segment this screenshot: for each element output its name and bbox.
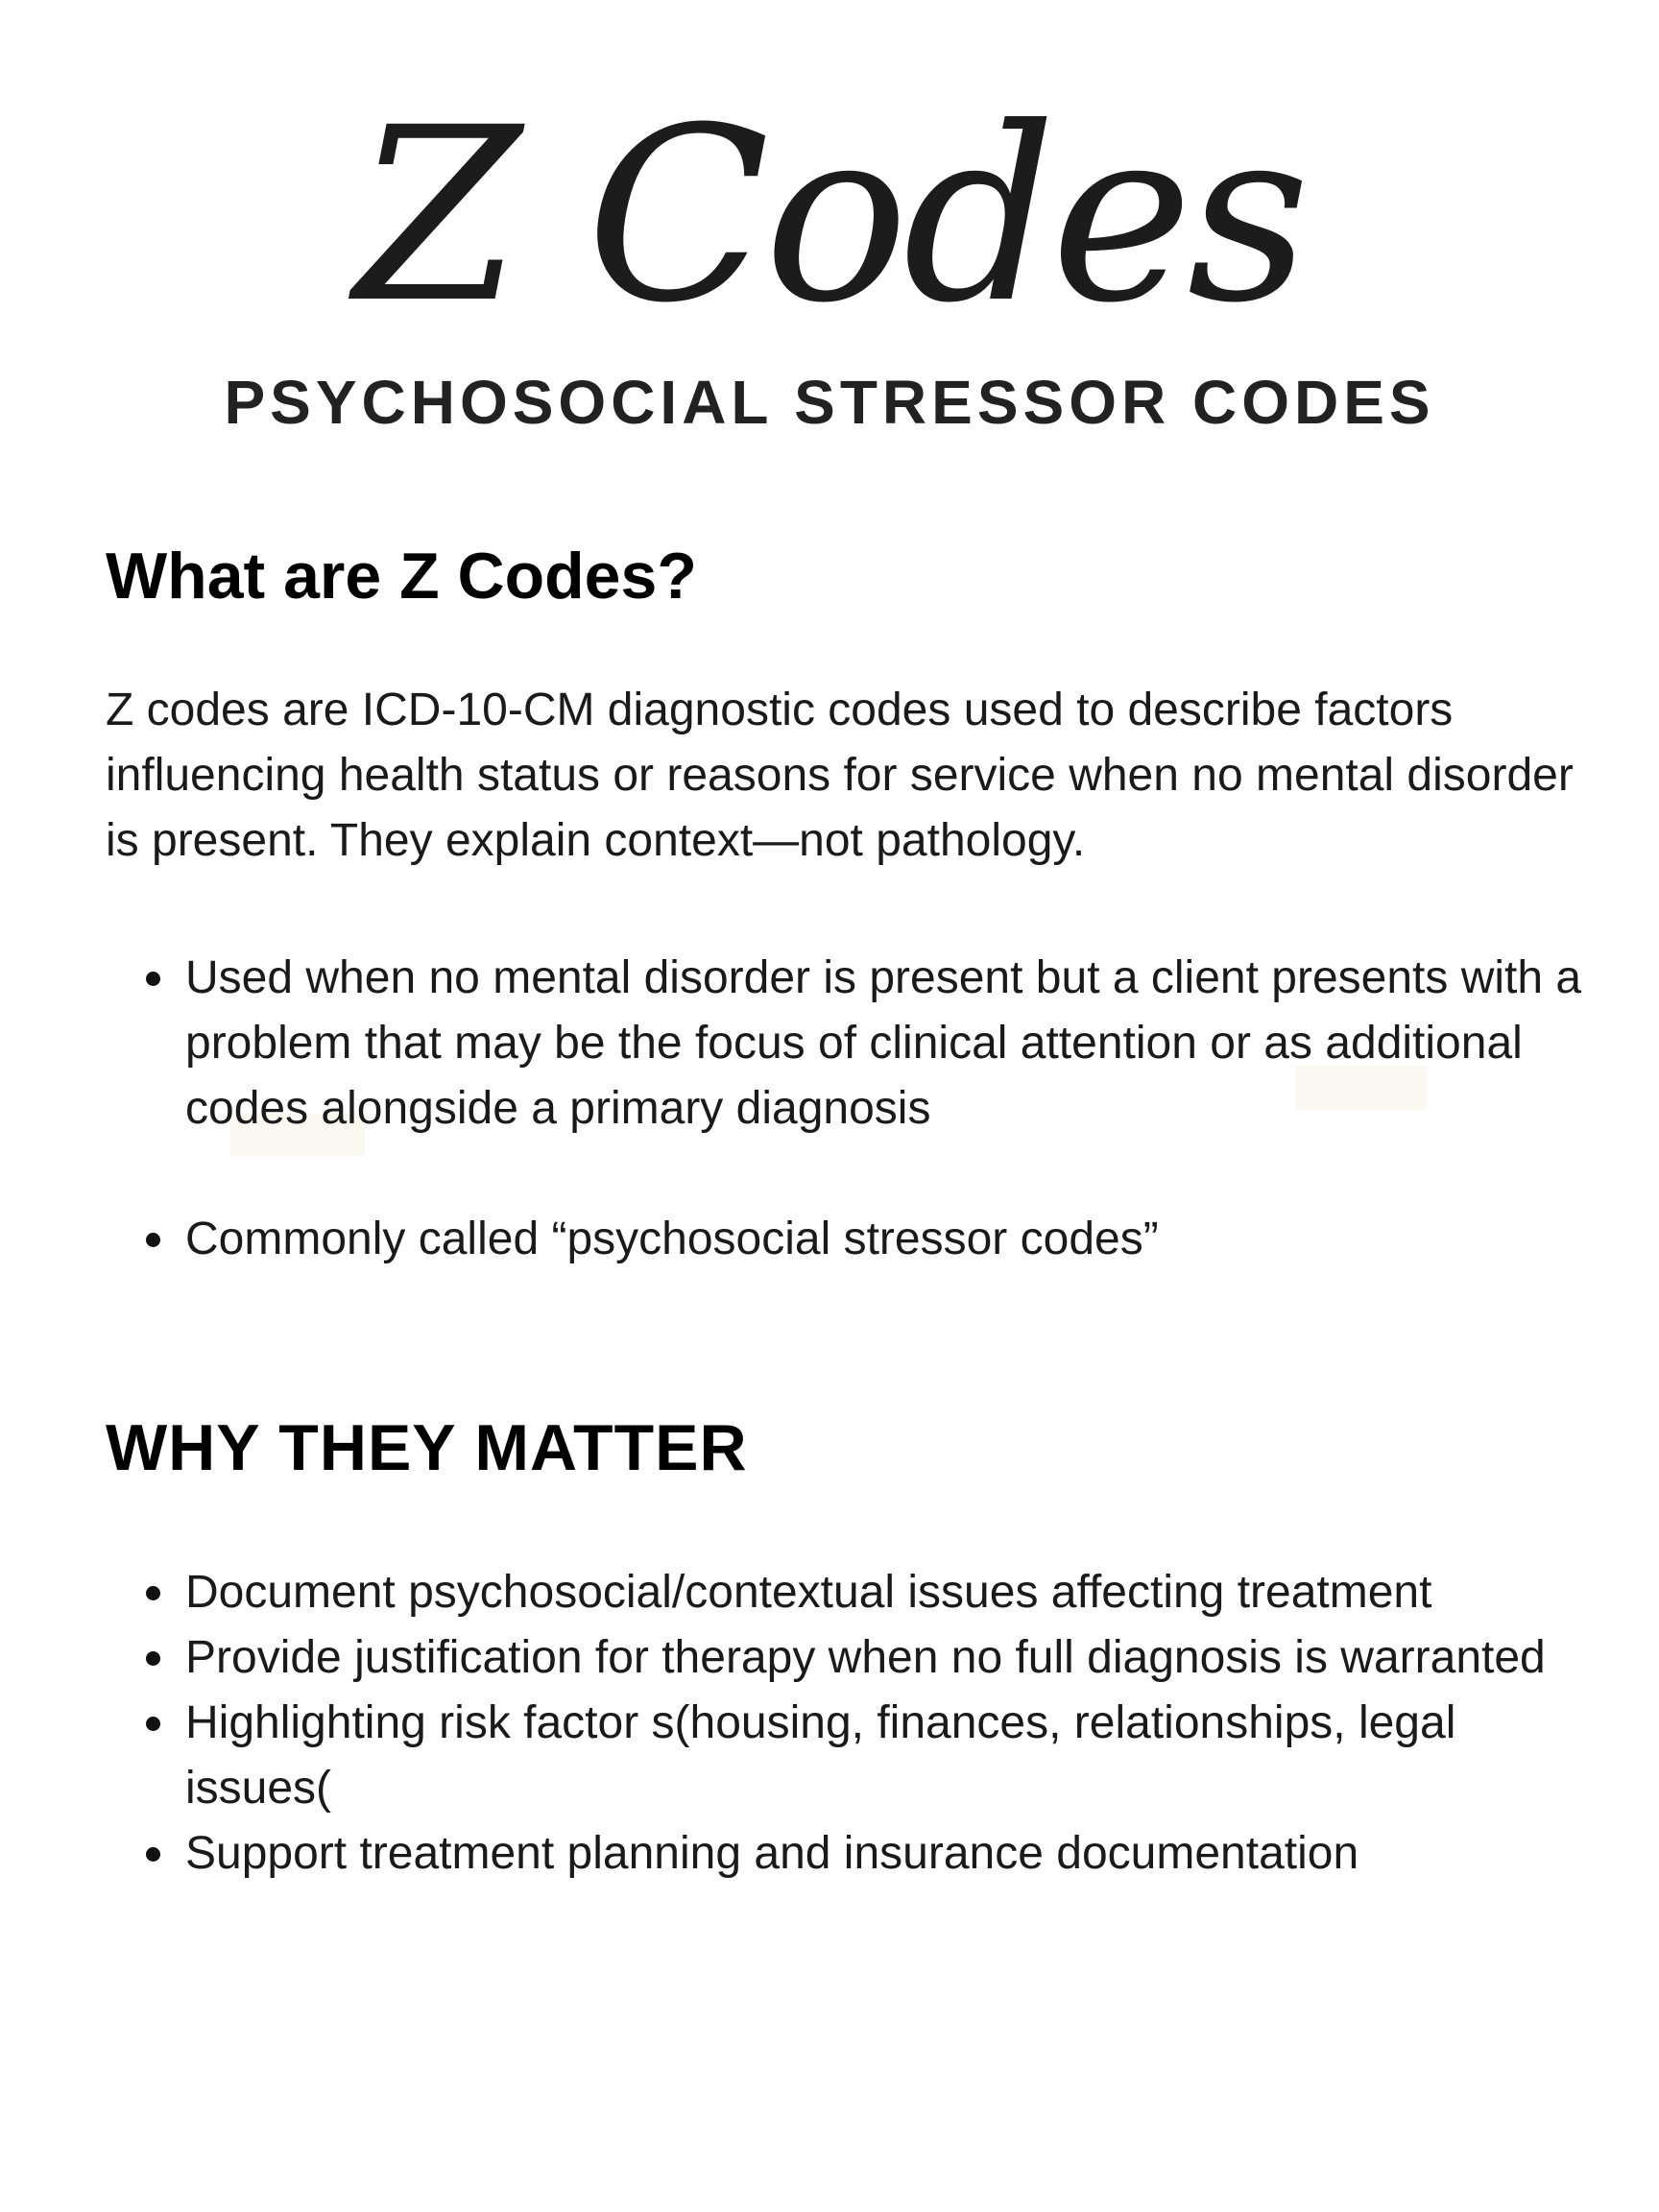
section-heading-what: What are Z Codes?	[106, 540, 697, 613]
list-item	[106, 946, 1584, 1142]
list-item-text: Provide justification for therapy when no full diagnosis is warranted	[185, 1632, 1546, 1683]
list-item	[106, 1625, 1584, 1691]
list-item	[106, 1691, 1584, 1821]
page-title: Z Codes	[354, 76, 1305, 355]
list-item	[106, 1560, 1584, 1625]
section-heading-why: WHY THEY MATTER	[106, 1411, 748, 1484]
list-item	[106, 1207, 1584, 1272]
why-bullet-list	[106, 1560, 1584, 1887]
bullet-icon	[146, 972, 160, 986]
bullet-icon	[146, 1847, 160, 1862]
list-item-text: Used when no mental disorder is present but a client presents with a problem that may be the focus of clinical attention or as additional codes alongside a primary diagnosis	[185, 952, 1582, 1134]
bullet-icon	[146, 1651, 160, 1666]
intro-paragraph: Z codes are ICD-10-CM diagnostic codes used to describe factors influencing health status or reasons for service when no mental disorder is present. They explain context—not pathology.	[106, 685, 1574, 866]
bullet-icon	[146, 1717, 160, 1731]
bullet-icon	[146, 1586, 160, 1600]
list-item	[106, 1821, 1584, 1887]
list-item-text: Document psychosocial/contextual issues affecting treatment	[185, 1567, 1432, 1618]
page-subtitle: PSYCHOSOCIAL STRESSOR CODES	[224, 368, 1435, 437]
bullet-icon	[146, 1233, 160, 1247]
what-bullet-list	[106, 946, 1584, 1272]
list-item-text: Highlighting risk factor s(housing, finances, relationships, legal issues(	[185, 1697, 1456, 1814]
list-item-text: Commonly called “psychosocial stressor codes”	[185, 1214, 1159, 1264]
list-item-text: Support treatment planning and insurance documentation	[185, 1828, 1359, 1879]
